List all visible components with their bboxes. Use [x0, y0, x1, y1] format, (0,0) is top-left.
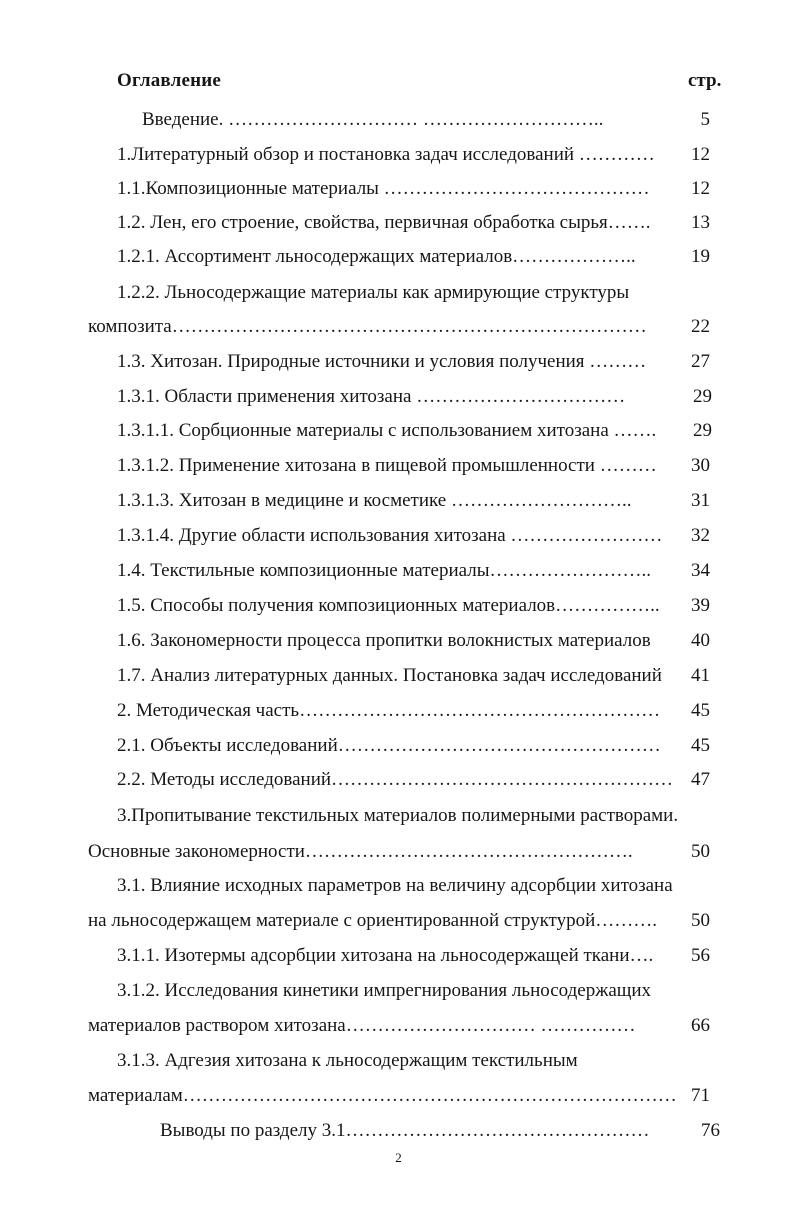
- toc-entry-page: 41: [691, 665, 710, 686]
- toc-entry-page: 50: [691, 910, 710, 931]
- toc-entry-page: 27: [691, 351, 710, 372]
- toc-entry-text: 1.3.1.4. Другие области использования хитозана ……………………: [117, 525, 663, 546]
- toc-entry-text: 1.7. Анализ литературных данных. Постановка задач исследований: [117, 665, 662, 686]
- toc-entry-page: 50: [691, 841, 710, 862]
- toc-entry-text: Основные закономерности…………………………………………….: [88, 841, 633, 862]
- toc-entry-page: 12: [691, 144, 710, 165]
- page-column-label: стр.: [688, 70, 722, 91]
- toc-entry-text: Введение. ………………………… ………………………..: [142, 109, 604, 130]
- toc-entry-page: 12: [691, 178, 710, 199]
- toc-entry-page: 39: [691, 595, 710, 616]
- toc-entry-text: на льносодержащем материале с ориентированной структурой……….: [88, 910, 658, 931]
- toc-entry-text: 1.2. Лен, его строение, свойства, первичная обработка сырья…….: [117, 212, 651, 233]
- toc-entry-text: 1.2.1. Ассортимент льносодержащих материалов………………..: [117, 246, 636, 267]
- toc-entry-page: 22: [691, 316, 710, 337]
- toc-title: Оглавление: [117, 70, 222, 91]
- toc-entry-text: 1.3.1.3. Хитозан в медицине и косметике ………………………..: [117, 490, 632, 511]
- toc-entry-page: 40: [691, 630, 710, 651]
- toc-entry-text: 1.Литературный обзор и постановка задач исследований …………: [117, 144, 655, 165]
- toc-entry-text: 1.3.1.1. Сорбционные материалы с использованием хитозана …….: [117, 420, 657, 441]
- toc-entry-text: 1.2.2. Льносодержащие материалы как армирующие структуры: [117, 282, 630, 303]
- toc-entry-text: 1.5. Способы получения композиционных материалов……………..: [117, 595, 660, 616]
- toc-entry-text: материалам……………………………………………………………………: [88, 1085, 677, 1106]
- toc-entry-page: 45: [691, 735, 710, 756]
- toc-entry-text: 1.4. Текстильные композиционные материалы……………………..: [117, 560, 651, 581]
- toc-entry-text: 3.1.3. Адгезия хитозана к льносодержащим текстильным: [117, 1050, 578, 1071]
- toc-entry-text: 1.1.Композиционные материалы ……………………………………: [117, 178, 650, 199]
- toc-entry-text: материалов раствором хитозана………………………… ……………: [88, 1015, 636, 1036]
- toc-entry-text: 3.1.1. Изотермы адсорбции хитозана на льносодержащей ткани….: [117, 945, 654, 966]
- toc-entry-page: 31: [691, 490, 710, 511]
- toc-entry-text: 2.2. Методы исследований………………………………………………: [117, 769, 674, 790]
- toc-entry-page: 29: [693, 420, 712, 441]
- toc-entry-text: композита…………………………………………………………………: [88, 316, 647, 337]
- toc-entry-text: 2.1. Объекты исследований……………………………………………: [117, 735, 661, 756]
- toc-entry-text: Выводы по разделу 3.1…………………………………………: [160, 1120, 650, 1141]
- toc-entry-page: 5: [700, 109, 710, 130]
- toc-entry-page: 34: [691, 560, 710, 581]
- page-number: 2: [395, 1150, 402, 1165]
- toc-entry-page: 76: [701, 1120, 720, 1141]
- toc-entry-text: 3.1. Влияние исходных параметров на величину адсорбции хитозана: [117, 875, 673, 896]
- toc-entry-page: 32: [691, 525, 710, 546]
- toc-entry-page: 13: [691, 212, 710, 233]
- toc-entry-text: 1.3. Хитозан. Природные источники и условия получения ………: [117, 351, 647, 372]
- toc-entry-page: 45: [691, 700, 710, 721]
- toc-entry-page: 47: [691, 769, 710, 790]
- toc-entry-page: 56: [691, 945, 710, 966]
- toc-entry-text: 1.3.1.2. Применение хитозана в пищевой промышленности ………: [117, 455, 657, 476]
- toc-entry-page: 66: [691, 1015, 710, 1036]
- toc-entry-text: 1.6. Закономерности процесса пропитки волокнистых материалов: [117, 630, 651, 651]
- toc-entry-page: 30: [691, 455, 710, 476]
- toc-entry-page: 29: [693, 386, 712, 407]
- toc-entry-text: 1.3.1. Области применения хитозана ……………………………: [117, 386, 626, 407]
- toc-entry-page: 71: [691, 1085, 710, 1106]
- toc-entry-page: 19: [691, 246, 710, 267]
- toc-entry-text: 3.1.2. Исследования кинетики импрегнирования льносодержащих: [117, 980, 652, 1001]
- toc-entry-text: 3.Пропитывание текстильных материалов полимерными растворами.: [117, 805, 679, 826]
- toc-entry-text: 2. Методическая часть…………………………………………………: [117, 700, 661, 721]
